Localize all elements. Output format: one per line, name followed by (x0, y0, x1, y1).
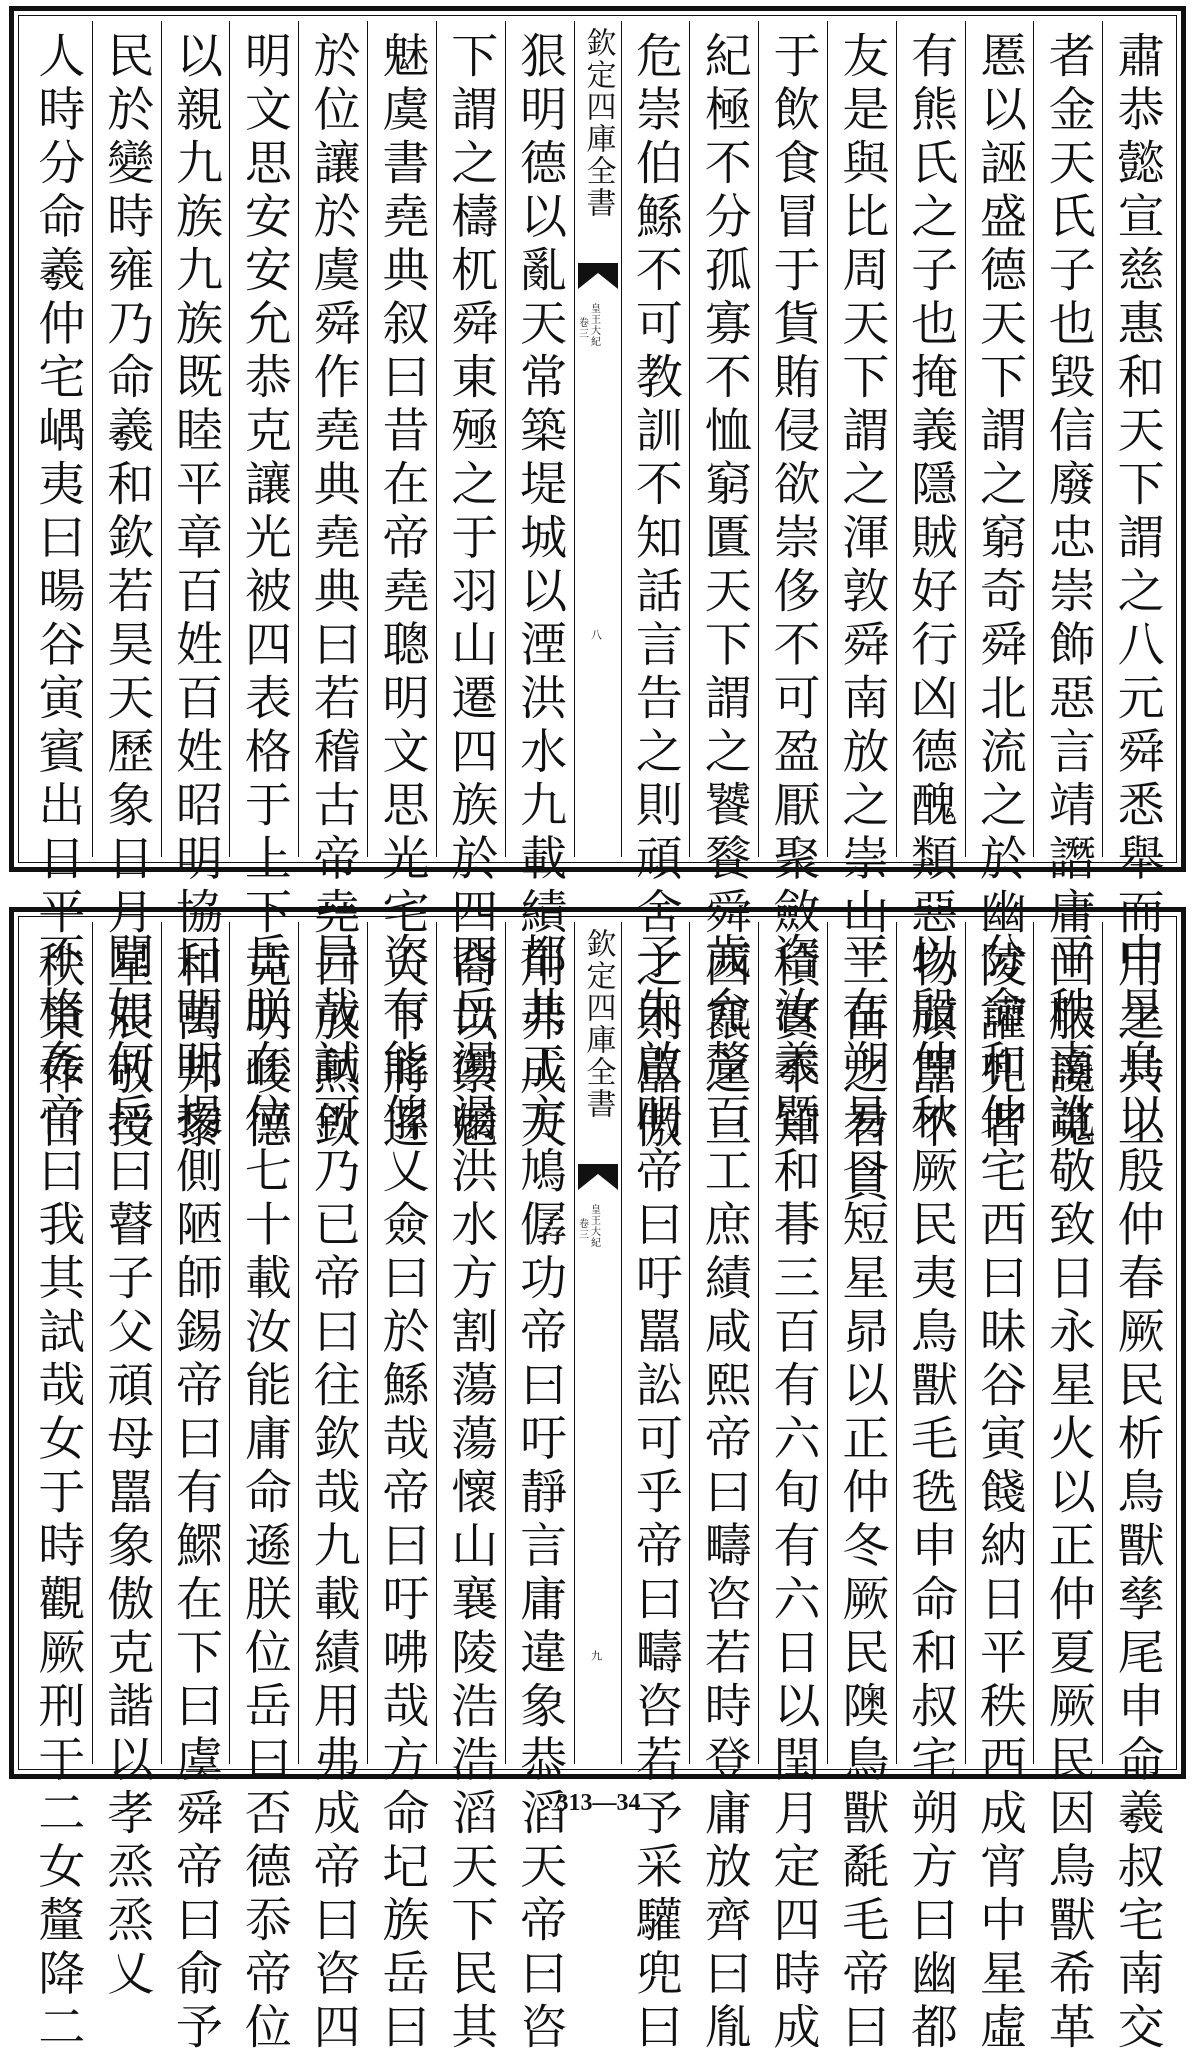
column-text: 分命和仲宅西曰昧谷寅餞納日平秩西成宵中星虛 (971, 932, 1027, 2056)
leaf-number: 八 (589, 629, 603, 640)
text-column (689, 922, 758, 2056)
column-text: 不格姦帝曰我其試哉女于時觀厥刑于二女釐降二 (30, 932, 86, 2056)
volume-title: 皇王大紀 (588, 1204, 600, 1248)
text-column (229, 922, 298, 2056)
page-number: 313—34 (556, 1790, 641, 1816)
column-text: 聞如何岳曰瞽子父頑母嚚象傲克諧以孝烝烝乂 (99, 932, 155, 2002)
column-text: 友是與比周天下謂之渾敦舜南放之崇山三苗之君貪 (834, 31, 890, 1208)
text-column (827, 922, 896, 2056)
column-text: 魅虞書堯典叙曰昔在帝堯聰明文思光宅天下將遜 (374, 31, 430, 1155)
text-column (436, 21, 505, 1155)
column-text: 者金天氏子也毀信廢忠崇飾惡言靖譖庸回服讒蒐 (1040, 31, 1096, 1155)
text-column (505, 922, 574, 2056)
column-text: 于飲食冒于貨賄侵欲崇侈不可盈厭聚斂積實不知 (765, 31, 821, 1155)
volume-title: 皇王大紀 (588, 303, 600, 347)
text-column (436, 922, 505, 2056)
text-column (621, 21, 690, 1155)
text-column (1033, 21, 1102, 1155)
top-page-panel (9, 6, 1186, 1208)
leaf-number: 九 (589, 1650, 603, 1661)
column-text: 有熊氏之子也掩義隱賊好行凶德醜類惡物頑嚚不 (903, 31, 959, 1155)
text-column (505, 21, 574, 1155)
column-text: 歲允釐百工庶績咸熙帝曰疇咨若時登庸放齊曰胤 (696, 932, 752, 2056)
column-text: 紀極不分孤寡不恤窮匱天下謂之饕餮舜西竄之三 (696, 31, 752, 1155)
column-text: 危崇伯鯀不可教訓不知話言告之則頑舍之則嚚傲 (627, 31, 683, 1155)
text-column (24, 922, 92, 2056)
text-column (92, 21, 161, 1155)
column-text: 子朱啟明帝曰吁嚚訟可乎帝曰疇咨若予采驩兜曰 (627, 932, 683, 2056)
column-text: 於位讓於虞舜作堯典堯典曰若稽古帝堯曰放勲欽 (305, 31, 361, 1155)
center-fold-column (574, 21, 621, 857)
text-column (161, 922, 230, 2056)
fishtail-mark-icon (578, 263, 618, 289)
column-text: 明文思安安允恭克讓光被四表格于上下克明峻德 (236, 31, 292, 1155)
column-text: 慝以誣盛德天下謂之窮奇舜北流之於幽陵讙兜者 (971, 31, 1027, 1155)
book-title: 欽定四庫全書 (580, 27, 616, 219)
text-column (896, 21, 965, 1155)
text-column (161, 21, 230, 1155)
text-column (92, 922, 161, 2002)
column-text: 以殷仲秋厥民夷鳥獸毛毨申命和叔宅朔方曰幽都 (903, 932, 959, 2056)
text-column (896, 922, 965, 2056)
text-column (827, 21, 896, 1208)
text-column (1033, 922, 1102, 2056)
column-text: 平在朔易日短星昴以正仲冬厥民隩鳥獸氄毛帝曰 (834, 932, 890, 2056)
column-text: 狠明德以亂天常築堤城以湮洪水九載績用弗成天 (512, 31, 568, 1155)
text-column (367, 922, 436, 2056)
text-column (298, 21, 367, 1155)
column-text: 咨有能俾乂僉曰於鯀哉帝曰吁咈哉方命圮族岳曰 (374, 932, 430, 2056)
column-text: 下謂之檮杌舜東殛之于羽山遷四族於四裔以禦魑 (443, 31, 499, 1155)
center-fold-column (574, 922, 621, 1764)
text-column (758, 922, 827, 2056)
text-column (965, 21, 1034, 1155)
top-text-columns (24, 21, 1171, 1208)
column-text: 民於變時雍乃命羲和欽若昊天歷象日月星辰敬授 (99, 31, 155, 1155)
volume-number: 卷三 (576, 1218, 588, 1240)
column-text: 岳朕在位七十載汝能庸命遜朕位岳曰否德忝帝位 (236, 932, 292, 2056)
fishtail-mark-icon (578, 1164, 618, 1190)
text-column (367, 21, 436, 1155)
text-column (1102, 922, 1171, 2056)
column-text: 人時分命羲仲宅嵎夷曰暘谷寅賓出日平秩東作日 (30, 31, 86, 1155)
text-column (758, 21, 827, 1155)
text-column (965, 922, 1034, 2056)
volume-number: 卷三 (576, 317, 588, 339)
text-column (298, 922, 367, 2056)
column-text: 平秩南訛敬致日永星火以正仲夏厥民因鳥獸希革 (1040, 932, 1096, 2056)
column-text: 都共工方鳩僝功帝曰吁靜言庸違象恭滔天帝曰咨 (512, 932, 568, 2056)
column-text: 肅恭懿宣慈惠和天下謂之八元舜悉舉而用之共工 (1109, 31, 1165, 1155)
text-column (621, 922, 690, 2056)
column-text: 咨汝羲暨和朞三百有六旬有六日以閏月定四時成 (765, 932, 821, 2056)
column-text: 异哉試可乃已帝曰往欽哉九載績用弗成帝曰咨四 (305, 932, 361, 2056)
text-column (1102, 21, 1171, 1155)
text-column (689, 21, 758, 1155)
text-column (229, 21, 298, 1155)
column-text: 四岳湯湯洪水方割蕩蕩懷山襄陵浩浩滔天下民其 (443, 932, 499, 2056)
column-text: 曰明明揚側陋師錫帝曰有鰥在下曰虞舜帝曰俞予 (168, 932, 224, 2056)
text-column (24, 21, 92, 1155)
book-title: 欽定四庫全書 (580, 928, 616, 1120)
column-text: 中星烏以殷仲春厥民析鳥獸孳尾申命羲叔宅南交 (1109, 932, 1165, 2056)
column-text: 以親九族九族既睦平章百姓百姓昭明協和萬邦黎 (168, 31, 224, 1155)
